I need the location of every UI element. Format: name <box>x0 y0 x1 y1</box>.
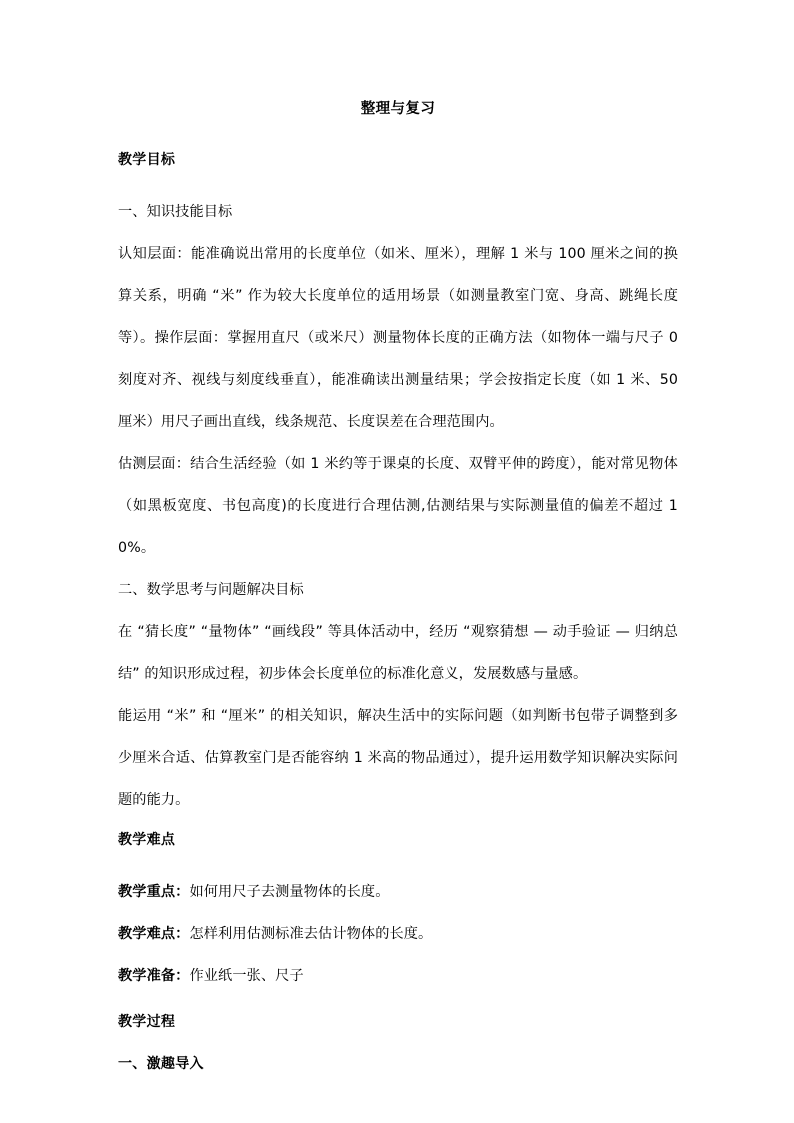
labeled-item-key-point <box>118 871 678 913</box>
heading-teaching-objectives: 教学目标 <box>118 152 176 168</box>
paragraph-estimation-objectives: 估测层面：结合生活经验（如 1 米约等于课桌的长度、双臂平伸的跨度），能对常见物体（如黑板宽度、书包高度)的长度进行合理估测,估测结果与实际测量值的偏差不超过 10%。 <box>118 456 678 556</box>
separator-preparation: ： <box>175 968 190 984</box>
heading-process-step-1: 一、激趣导入 <box>118 1056 204 1072</box>
spacer <box>118 821 678 829</box>
value-difficult-point: 怎样利用估测标准去估计物体的长度。 <box>189 926 433 942</box>
value-key-point: 如何用尺子去测量物体的长度。 <box>189 884 390 900</box>
label-preparation: 教学准备 <box>118 968 176 984</box>
separator-key-point: ： <box>175 884 190 900</box>
paragraph-problem-solving-application: 能运用 “米” 和 “厘米” 的相关知识，解决生活中的实际问题（如判断书包带子调整到多少厘米合适、估算教室门是否能容纳 1 米高的物品通过），提升运用数学知识解决实际问题的能力。 <box>118 708 678 808</box>
spacer <box>118 997 678 1011</box>
heading-teaching-process: 教学过程 <box>118 1014 176 1030</box>
paragraph-cognitive-objectives: 认知层面：能准确说出常用的长度单位（如米、厘米），理解 1 米与 100 厘米之间的换算关系，明确 “米” 作为较大长度单位的适用场景（如测量教室门宽、身高、跳绳长度等）。操作层面：掌握用直尺（或米尺）测量物体长度的正确方法（如物体一端与尺子 0 刻度对齐、视线与刻度线垂直），能准确读出测量结果；学会按指定长度（如 1 米、50 厘米）用尺子画出直线，线条规范、长度误差在合理范围内。 <box>118 246 678 430</box>
heading-objective-group-1: 一、知识技能目标 <box>118 204 233 220</box>
labeled-item-preparation <box>118 955 678 997</box>
heading-objective-group-2: 二、数学思考与问题解决目标 <box>118 582 304 598</box>
label-key-point: 教学重点 <box>118 884 176 900</box>
heading-teaching-difficulty: 教学难点 <box>118 832 176 848</box>
label-difficult-point: 教学难点 <box>118 926 176 942</box>
paragraph-mathematical-thinking: 在 “猜长度” “量物体” “画线段” 等具体活动中，经历 “观察猜想 — 动手验证 — 归纳总结” 的知识形成过程，初步体会长度单位的标准化意义，发展数感与量感。 <box>118 624 678 682</box>
labeled-item-difficult-point <box>118 913 678 955</box>
separator-difficult-point: ： <box>175 926 190 942</box>
value-preparation: 作业纸一张、尺子 <box>189 968 304 984</box>
page-title: 整理与复习 <box>360 101 436 117</box>
